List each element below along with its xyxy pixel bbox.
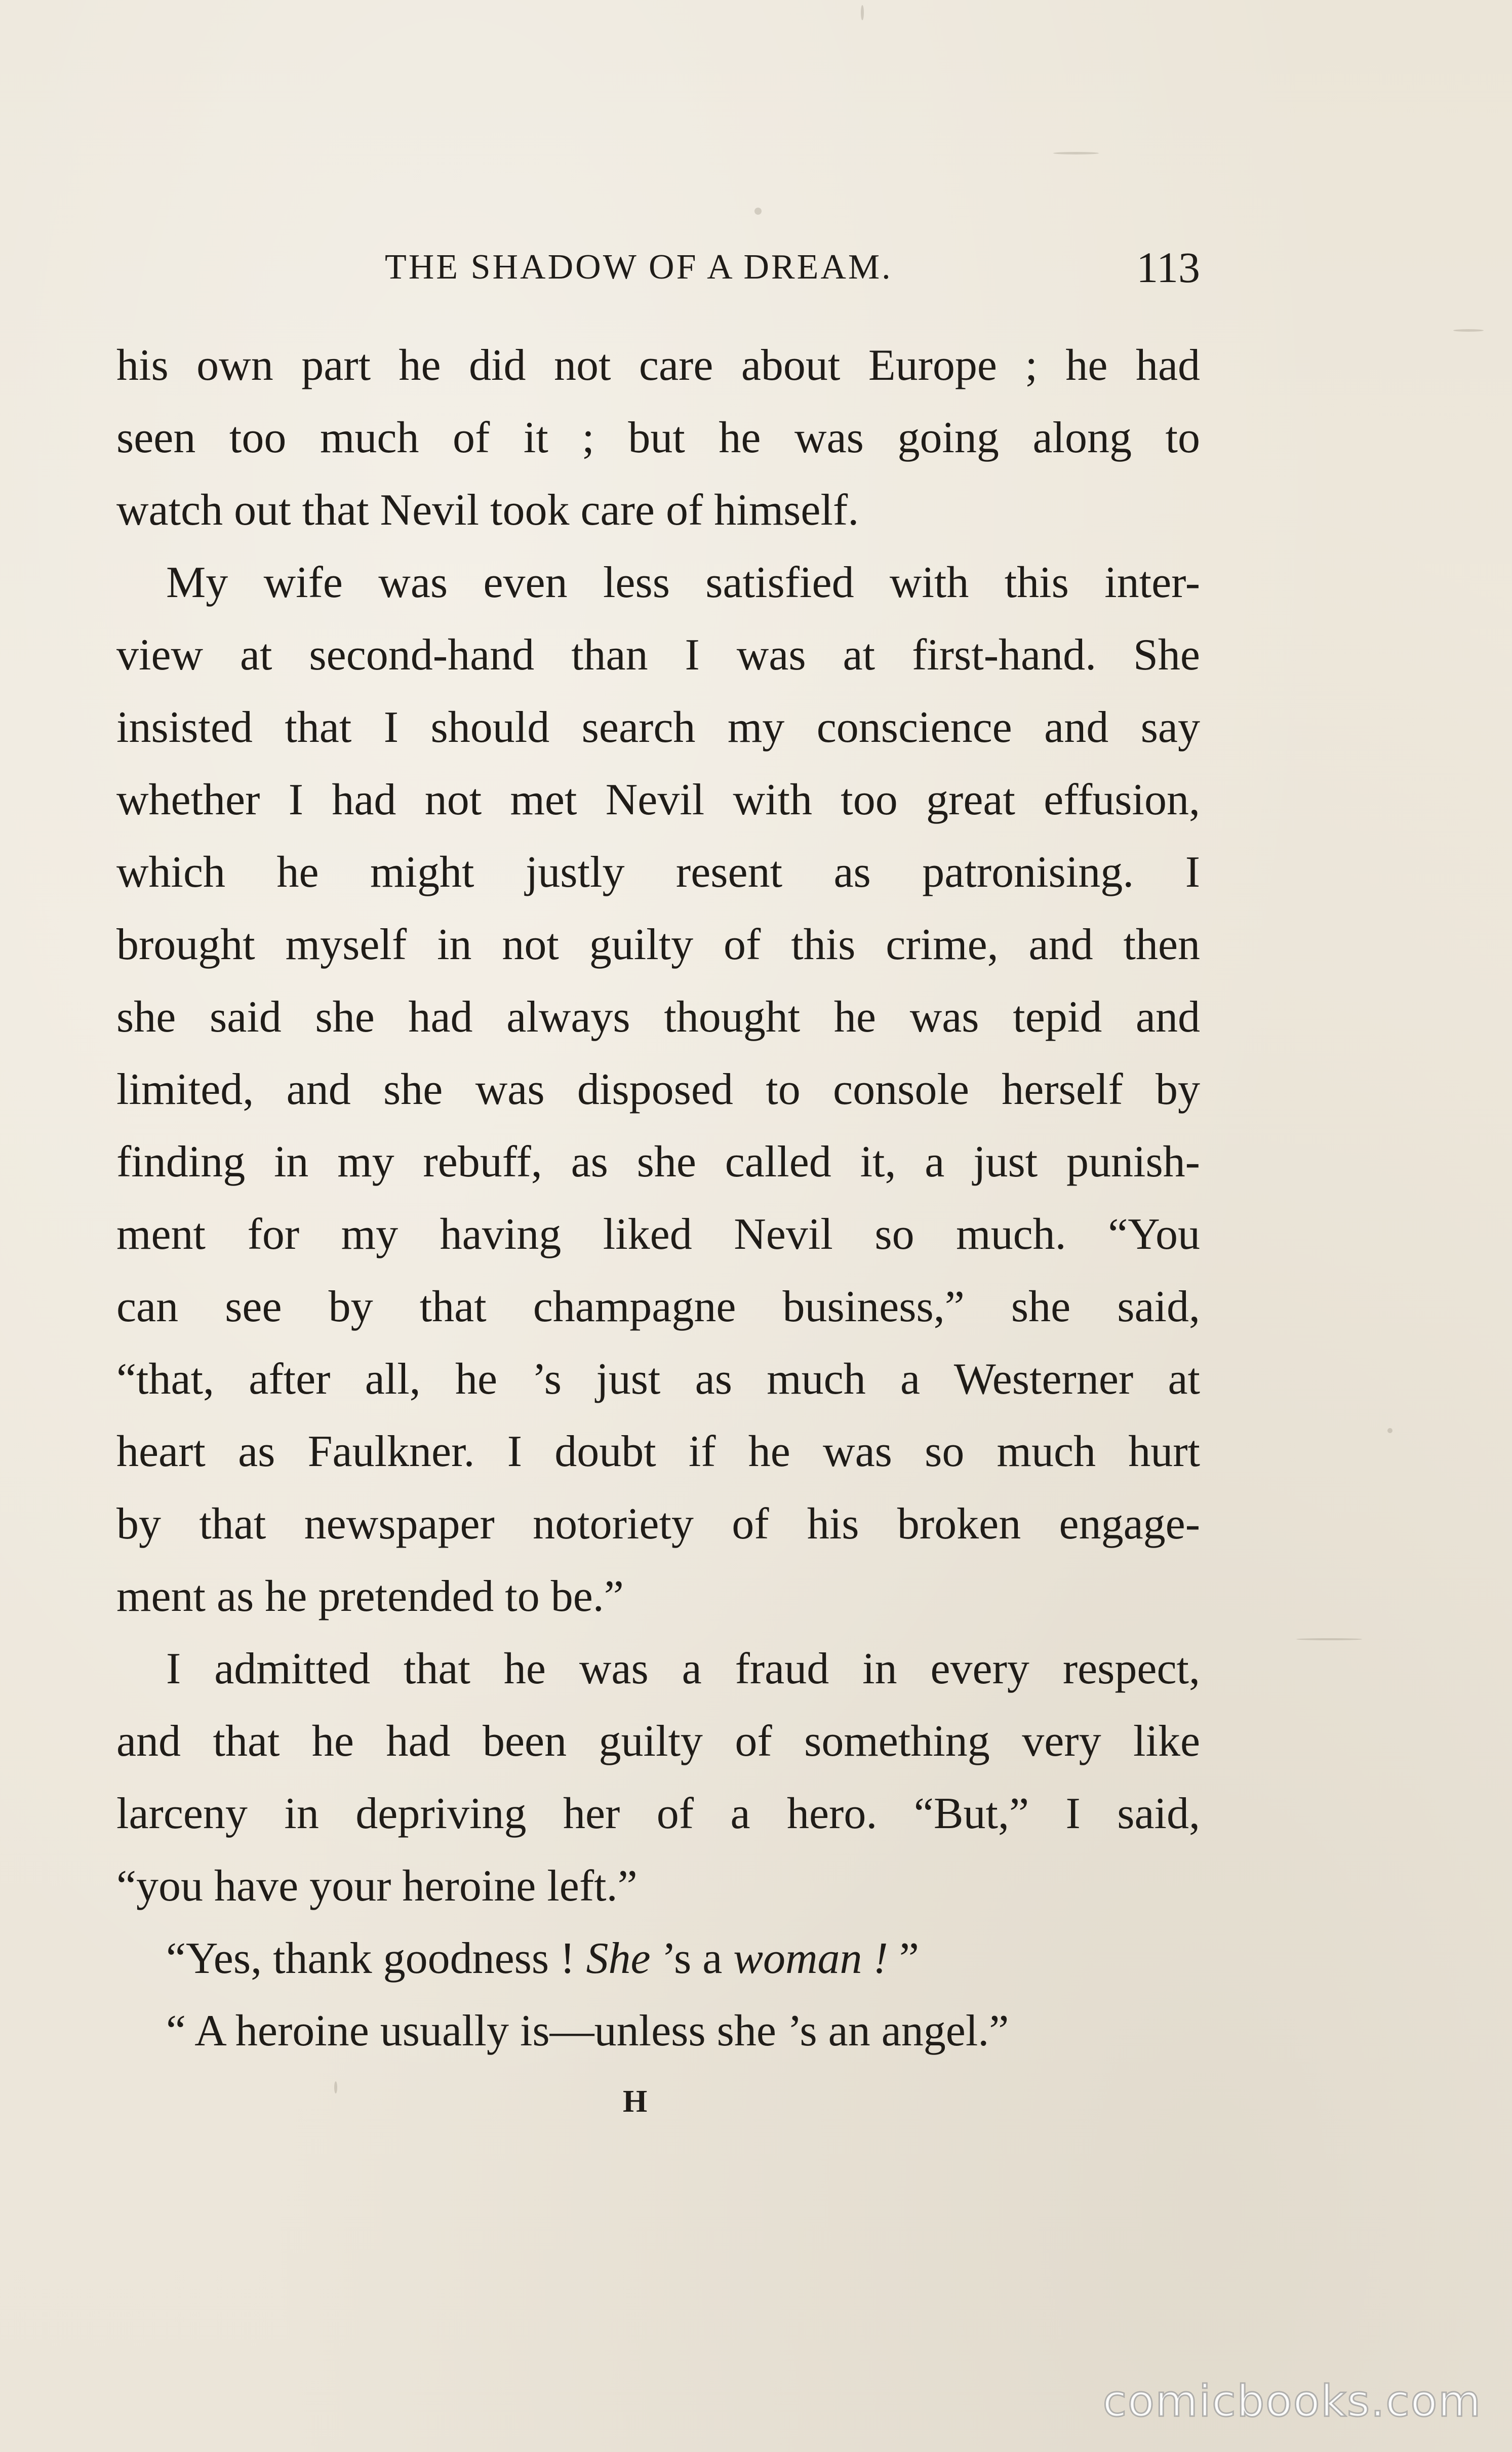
text-line: My wife was even less satisfied with this inter- xyxy=(166,558,1200,607)
italic-segment: She xyxy=(586,1934,651,1983)
text-line: I admitted that he was a fraud in every respect, xyxy=(166,1644,1200,1693)
paper-speck xyxy=(1387,1428,1392,1433)
running-title: THE SHADOW OF A DREAM. xyxy=(385,248,893,287)
body-text xyxy=(116,329,1200,2067)
page-number: 113 xyxy=(1136,243,1200,292)
text-line: view at second-hand than I was at first-hand. She xyxy=(116,630,1200,680)
paper-speck xyxy=(334,2081,337,2093)
text-line: “that, after all, he ’s just as much a Westerner at xyxy=(116,1355,1200,1404)
paper-speck xyxy=(754,208,762,215)
paper-speck xyxy=(861,5,864,20)
text-line: insisted that I should search my conscience and say xyxy=(116,703,1200,752)
text-line: heart as Faulkner. I doubt if he was so much hurt xyxy=(116,1427,1200,1476)
text-line: ment as he pretended to be.” xyxy=(116,1572,624,1621)
text-line-yes xyxy=(116,1922,1200,1995)
italic-segment: woman ! xyxy=(733,1934,888,1983)
paper-speck xyxy=(1053,152,1099,154)
text-line: finding in my rebuff, as she called it, a just punish- xyxy=(116,1137,1200,1187)
text-line: limited, and she was disposed to console herself by xyxy=(116,1065,1200,1114)
text-line: “you have your heroine left.” xyxy=(116,1862,638,1911)
text-line: she said she had always thought he was tepid and xyxy=(116,993,1200,1042)
text-line: which he might justly resent as patronising. I xyxy=(116,848,1200,897)
paper-speck xyxy=(1296,1638,1362,1640)
watermark: comicbooks.com xyxy=(1102,2376,1482,2427)
text-segment: ” xyxy=(888,1934,919,1983)
signature-mark: H xyxy=(623,2084,648,2119)
text-line: brought myself in not guilty of this crime, and then xyxy=(116,920,1200,969)
text-line: his own part he did not care about Europe ; he had xyxy=(116,341,1200,390)
text-line: whether I had not met Nevil with too great effusion, xyxy=(116,775,1200,824)
text-line: and that he had been guilty of something very like xyxy=(116,1717,1200,1766)
text-line: seen too much of it ; but he was going along to xyxy=(116,413,1200,462)
text-line: ment for my having liked Nevil so much. “You xyxy=(116,1210,1200,1259)
text-line: by that newspaper notoriety of his broken engage- xyxy=(116,1499,1200,1549)
paper-speck xyxy=(1453,329,1484,332)
text-line: larceny in depriving her of a hero. “But,” I said, xyxy=(116,1789,1200,1838)
text-line: can see by that champagne business,” she said, xyxy=(116,1282,1200,1331)
text-segment: “Yes, thank goodness ! xyxy=(166,1934,586,1983)
text-line: “ A heroine usually is—unless she ’s an angel.” xyxy=(166,2006,1009,2055)
text-segment: ’s a xyxy=(650,1934,734,1983)
text-line: watch out that Nevil took care of himself. xyxy=(116,486,859,535)
page-header xyxy=(116,242,1200,298)
